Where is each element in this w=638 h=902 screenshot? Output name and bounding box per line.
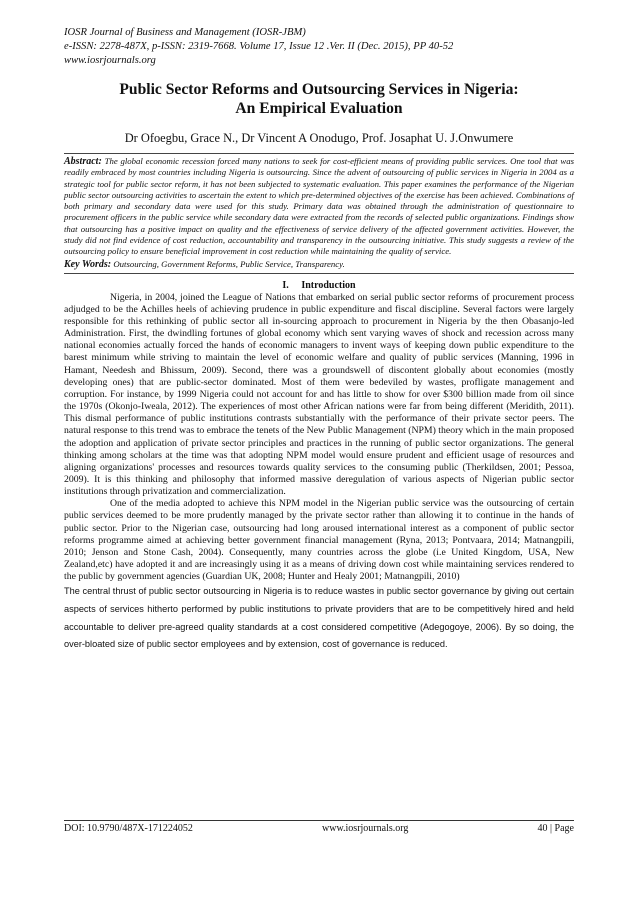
- section-number: I.: [282, 279, 289, 291]
- body-paragraph-2: One of the media adopted to achieve this NPM model in the Nigerian public service was the outsourcing of certain public services deemed to be more prudently managed by the private sector rather than allowing it to continue in the hands of public sector. Prior to the Nigerian case, outsourcing had long aroused international interest as a component of public sector reforms programme aimed at achieving better government financial management (Ryna, 2013; Pontvaara, 2014; Matnangpili, 2010; Jenson and Stone Cash, 2004). Consequently, many countries across the globe (i.e United Kingdom, USA, New Zealand,etc) have adopted it and are increasingly using it as a means of driving down cost while maintaining services rendered to the public by government agencies (Guardian UK, 2008; Hunter and Healy 2001; Matnangpili, 2010): [64, 498, 574, 583]
- keywords: [64, 258, 574, 274]
- journal-name: IOSR Journal of Business and Management (IOSR-JBM): [64, 27, 306, 38]
- author-list: Dr Ofoegbu, Grace N., Dr Vincent A Onodugo, Prof. Josaphat U. J.Onwumere: [124, 131, 514, 145]
- footer-doi: DOI: 10.9790/487X-171224052: [64, 823, 193, 834]
- section-title: Introduction: [301, 279, 356, 291]
- section-heading: [64, 279, 574, 292]
- paper-title: [64, 80, 574, 118]
- abstract-label: Abstract:: [64, 156, 102, 167]
- title-line-2: An Empirical Evaluation: [235, 100, 403, 117]
- body-paragraph-1: Nigeria, in 2004, joined the League of Nations that embarked on serial public sector reforms of procurement process adjudged to be the Achilles heels of achieving prudence in public expenditure and fiscal discipline. Several factors were largely responsible for this rethinking of public sector all in-sourcing approach to procurement in Nigeria by the then Obasanjo-led Administration. First, the dwindling fortunes of global economy which sent varying waves of shock and recession across many national economies actually forced the hands of economic managers to invent ways of keeping down public expenditure to the barest minimum while striving to maintain the level of economic welfare and quality of public services (Manning, 1996 in Hamant, Needesh and Bhissum, 2009). Second, there was a groundswell of discontent globally about economies (mostly developing ones) that are public-sector dominated. Most of them were bedeviled by wastes, profligate management and corruption. For instance, by 1999 Nigeria could not account for and has little to show for over $300 billion made from oil since the 1970s (Okonjo-Iweala, 2012). The experiences of most other African nations were far from being different (Meridith, 2011). This dismal performance of public institutions contrasts substantially with the performance of their private sector peers. The natural response to this trend was to embrace the tenets of the New Public Management (NPM) theory which in the main proposed the adoption and application of private sector principles and practices in the running of public sector organizations. The general thinking among scholars at the time was that adopting NPM model would ensure prudent and efficient usage of resources and aligning organizations' processes and resources towards quality services to the consuming public (Therkildsen, 2001; Pessoa, 2009). It is this thinking and philosophy that informed massive deregulation of various aspects of Nigerian public sector institutions through privatization and commercialization.: [64, 291, 574, 498]
- keywords-label: Key Words:: [64, 258, 112, 270]
- page-footer: [64, 820, 574, 834]
- title-line-1: Public Sector Reforms and Outsourcing Services in Nigeria:: [119, 81, 519, 98]
- body-paragraph-3: The central thrust of public sector outsourcing in Nigeria is to reduce wastes in public sector governance by giving out certain aspects of services hitherto performed by public institutions to private providers that are to be competitively hired and held accountable to deliver pre-agreed quality standards at a cost considered competitive (Adegogoye, 2006). By so doing, the over-bloated size of public sector employees and by extension, cost of governance is reduced.: [64, 586, 574, 650]
- abstract-text: The global economic recession forced many nations to seek for cost-efficient means of providing public services. One tool that was readily embraced by most countries including Nigeria is outsourcing. Since the advent of outsourcing of public services in Nigeria in 2004 as a strategic tool for public sector reform, it has not been subjected to systematic evaluation. This paper examines the performance of the Nigerian public sector outsourcing activities to ascertain the extent to which pre-determined objectives of the exercise has been achieved. Combinations of both primary and secondary data were used for this study. Primary data was obtained through the administration of questionnaire to procurement officers in the public service while secondary data were extracted from the records of selected public organizations. Findings show that outsourcing has a positive impact on quality and the effectiveness of service delivery of the affected government activities. However, the study did not find evidence of cost reduction, accountability and transparency in the outsourcing initiative. This study suggests a review of the outsourcing policy to ensure beneficial improvement in cost reduction while maintaining the quality of service.: [64, 156, 574, 257]
- footer-page-number: 40 | Page: [537, 823, 574, 834]
- paper-page: [64, 26, 574, 654]
- journal-issn: e-ISSN: 2278-487X, p-ISSN: 2319-7668. Volume 17, Issue 12 .Ver. II (Dec. 2015), PP 40-52: [64, 41, 454, 52]
- journal-header: [64, 26, 574, 68]
- footer-website[interactable]: www.iosrjournals.org: [322, 823, 409, 834]
- keywords-text: Outsourcing, Government Reforms, Public Service, Transparency.: [113, 258, 345, 269]
- journal-website[interactable]: www.iosrjournals.org: [64, 55, 156, 66]
- abstract: [64, 153, 574, 258]
